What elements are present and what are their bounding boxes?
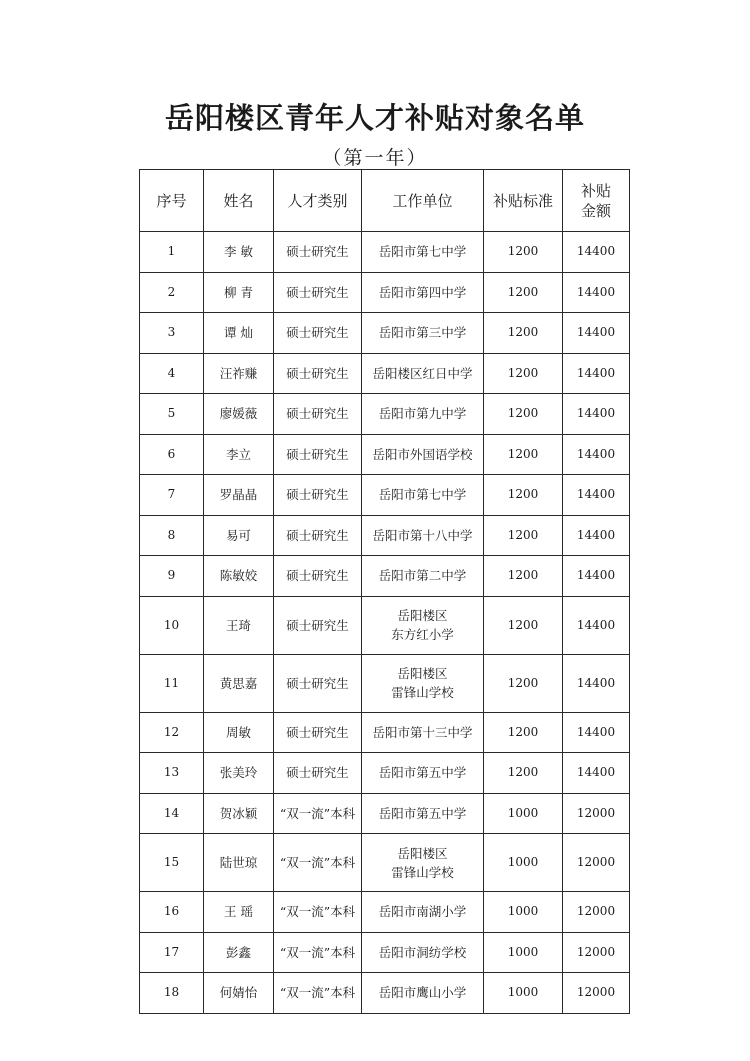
table-row xyxy=(140,596,630,654)
cell-amount: 14400 xyxy=(563,232,630,273)
cell-category: “双一流”本科 xyxy=(274,892,362,933)
cell-name: 何婧怡 xyxy=(204,973,274,1014)
table-row xyxy=(140,313,630,354)
cell-standard: 1000 xyxy=(484,932,563,973)
cell-standard: 1000 xyxy=(484,793,563,834)
document-subtitle: （第一年） xyxy=(322,147,428,169)
cell-amount: 14400 xyxy=(563,475,630,516)
cell-seq: 10 xyxy=(140,596,204,654)
cell-name: 罗晶晶 xyxy=(204,475,274,516)
cell-seq: 1 xyxy=(140,232,204,273)
cell-employer: 岳阳市洞纺学校 xyxy=(362,932,484,973)
cell-employer: 岳阳市第七中学 xyxy=(362,475,484,516)
subsidy-table xyxy=(139,169,630,1014)
cell-amount: 14400 xyxy=(563,515,630,556)
cell-category: 硕士研究生 xyxy=(274,515,362,556)
cell-standard: 1000 xyxy=(484,892,563,933)
cell-seq: 14 xyxy=(140,793,204,834)
cell-standard: 1000 xyxy=(484,834,563,892)
cell-standard: 1200 xyxy=(484,475,563,516)
cell-seq: 4 xyxy=(140,353,204,394)
cell-employer: 岳阳市外国语学校 xyxy=(362,434,484,475)
cell-category: 硕士研究生 xyxy=(274,475,362,516)
cell-name: 周敏 xyxy=(204,712,274,753)
table-row xyxy=(140,834,630,892)
cell-seq: 18 xyxy=(140,973,204,1014)
cell-amount: 12000 xyxy=(563,793,630,834)
cell-category: 硕士研究生 xyxy=(274,753,362,794)
header-amount-line1: 补贴 xyxy=(580,181,611,200)
cell-amount: 12000 xyxy=(563,973,630,1014)
table-row xyxy=(140,434,630,475)
cell-name: 李 敏 xyxy=(204,232,274,273)
cell-category: 硕士研究生 xyxy=(274,556,362,597)
cell-employer: 岳阳市第九中学 xyxy=(362,394,484,435)
cell-name: 陈敏姣 xyxy=(204,556,274,597)
cell-name: 汪祚赚 xyxy=(204,353,274,394)
table-row xyxy=(140,793,630,834)
cell-name: 张美玲 xyxy=(204,753,274,794)
cell-name: 王琦 xyxy=(204,596,274,654)
table-row xyxy=(140,394,630,435)
cell-amount: 14400 xyxy=(563,753,630,794)
cell-category: 硕士研究生 xyxy=(274,272,362,313)
cell-standard: 1200 xyxy=(484,313,563,354)
cell-amount: 14400 xyxy=(563,394,630,435)
cell-amount: 12000 xyxy=(563,932,630,973)
cell-name: 黄思嘉 xyxy=(204,654,274,712)
cell-seq: 5 xyxy=(140,394,204,435)
cell-employer xyxy=(362,596,484,654)
table-row xyxy=(140,654,630,712)
cell-seq: 15 xyxy=(140,834,204,892)
cell-category: “双一流”本科 xyxy=(274,793,362,834)
header-category: 人才类别 xyxy=(274,170,362,232)
cell-name: 李立 xyxy=(204,434,274,475)
table-row xyxy=(140,475,630,516)
cell-employer: 岳阳市第十八中学 xyxy=(362,515,484,556)
header-standard: 补贴标准 xyxy=(484,170,563,232)
cell-seq: 13 xyxy=(140,753,204,794)
cell-seq: 8 xyxy=(140,515,204,556)
cell-standard: 1200 xyxy=(484,232,563,273)
table-row xyxy=(140,232,630,273)
cell-standard: 1200 xyxy=(484,272,563,313)
cell-employer xyxy=(362,834,484,892)
cell-employer-line2: 东方红小学 xyxy=(391,627,454,642)
cell-amount: 14400 xyxy=(563,556,630,597)
cell-standard: 1200 xyxy=(484,753,563,794)
cell-amount: 12000 xyxy=(563,892,630,933)
cell-amount: 14400 xyxy=(563,353,630,394)
cell-name: 谭 灿 xyxy=(204,313,274,354)
table-row xyxy=(140,515,630,556)
cell-amount: 14400 xyxy=(563,654,630,712)
cell-seq: 3 xyxy=(140,313,204,354)
cell-category: “双一流”本科 xyxy=(274,834,362,892)
header-name: 姓名 xyxy=(204,170,274,232)
cell-amount: 14400 xyxy=(563,313,630,354)
cell-employer: 岳阳楼区红日中学 xyxy=(362,353,484,394)
cell-employer: 岳阳市第五中学 xyxy=(362,793,484,834)
cell-employer-line1: 岳阳楼区 xyxy=(397,608,448,623)
cell-employer: 岳阳市第三中学 xyxy=(362,313,484,354)
cell-employer xyxy=(362,654,484,712)
header-seq: 序号 xyxy=(140,170,204,232)
cell-category: 硕士研究生 xyxy=(274,313,362,354)
cell-standard: 1200 xyxy=(484,596,563,654)
cell-employer-line1: 岳阳楼区 xyxy=(397,666,448,681)
cell-seq: 17 xyxy=(140,932,204,973)
cell-employer: 岳阳市第二中学 xyxy=(362,556,484,597)
cell-employer: 岳阳市第五中学 xyxy=(362,753,484,794)
cell-seq: 12 xyxy=(140,712,204,753)
cell-category: 硕士研究生 xyxy=(274,654,362,712)
table-body xyxy=(140,232,630,1014)
cell-category: “双一流”本科 xyxy=(274,932,362,973)
cell-standard: 1200 xyxy=(484,654,563,712)
cell-amount: 14400 xyxy=(563,272,630,313)
document-title: 岳阳楼区青年人才补贴对象名单 xyxy=(164,101,585,135)
cell-employer-line1: 岳阳楼区 xyxy=(397,845,448,861)
cell-category: 硕士研究生 xyxy=(274,353,362,394)
cell-category: “双一流”本科 xyxy=(274,973,362,1014)
cell-amount: 14400 xyxy=(563,712,630,753)
table-header-row xyxy=(140,170,630,232)
cell-category: 硕士研究生 xyxy=(274,712,362,753)
cell-employer: 岳阳市鹰山小学 xyxy=(362,973,484,1014)
header-amount-line2: 金额 xyxy=(580,201,611,220)
cell-employer-line2: 雷锋山学校 xyxy=(391,864,454,880)
table-row xyxy=(140,353,630,394)
table-row xyxy=(140,753,630,794)
cell-seq: 9 xyxy=(140,556,204,597)
cell-name: 彭鑫 xyxy=(204,932,274,973)
table-row xyxy=(140,892,630,933)
cell-standard: 1200 xyxy=(484,712,563,753)
cell-category: 硕士研究生 xyxy=(274,596,362,654)
table-row xyxy=(140,712,630,753)
cell-standard: 1000 xyxy=(484,973,563,1014)
cell-amount: 14400 xyxy=(563,596,630,654)
cell-seq: 6 xyxy=(140,434,204,475)
cell-standard: 1200 xyxy=(484,394,563,435)
header-amount xyxy=(563,170,630,232)
cell-standard: 1200 xyxy=(484,515,563,556)
table-row xyxy=(140,932,630,973)
cell-employer: 岳阳市第四中学 xyxy=(362,272,484,313)
cell-employer: 岳阳市第七中学 xyxy=(362,232,484,273)
cell-category: 硕士研究生 xyxy=(274,394,362,435)
cell-name: 廖媛薇 xyxy=(204,394,274,435)
cell-standard: 1200 xyxy=(484,556,563,597)
cell-seq: 16 xyxy=(140,892,204,933)
table-row xyxy=(140,973,630,1014)
cell-name: 易可 xyxy=(204,515,274,556)
cell-amount: 14400 xyxy=(563,434,630,475)
cell-name: 陆世琼 xyxy=(204,834,274,892)
cell-seq: 2 xyxy=(140,272,204,313)
table-row xyxy=(140,556,630,597)
cell-category: 硕士研究生 xyxy=(274,434,362,475)
cell-name: 贺冰颖 xyxy=(204,793,274,834)
header-employer: 工作单位 xyxy=(362,170,484,232)
cell-standard: 1200 xyxy=(484,353,563,394)
cell-category: 硕士研究生 xyxy=(274,232,362,273)
table-row xyxy=(140,272,630,313)
cell-employer: 岳阳市南湖小学 xyxy=(362,892,484,933)
cell-name: 柳 青 xyxy=(204,272,274,313)
cell-employer-line2: 雷锋山学校 xyxy=(391,685,454,700)
cell-seq: 11 xyxy=(140,654,204,712)
cell-employer: 岳阳市第十三中学 xyxy=(362,712,484,753)
cell-amount: 12000 xyxy=(563,834,630,892)
cell-name: 王 瑶 xyxy=(204,892,274,933)
cell-standard: 1200 xyxy=(484,434,563,475)
cell-seq: 7 xyxy=(140,475,204,516)
